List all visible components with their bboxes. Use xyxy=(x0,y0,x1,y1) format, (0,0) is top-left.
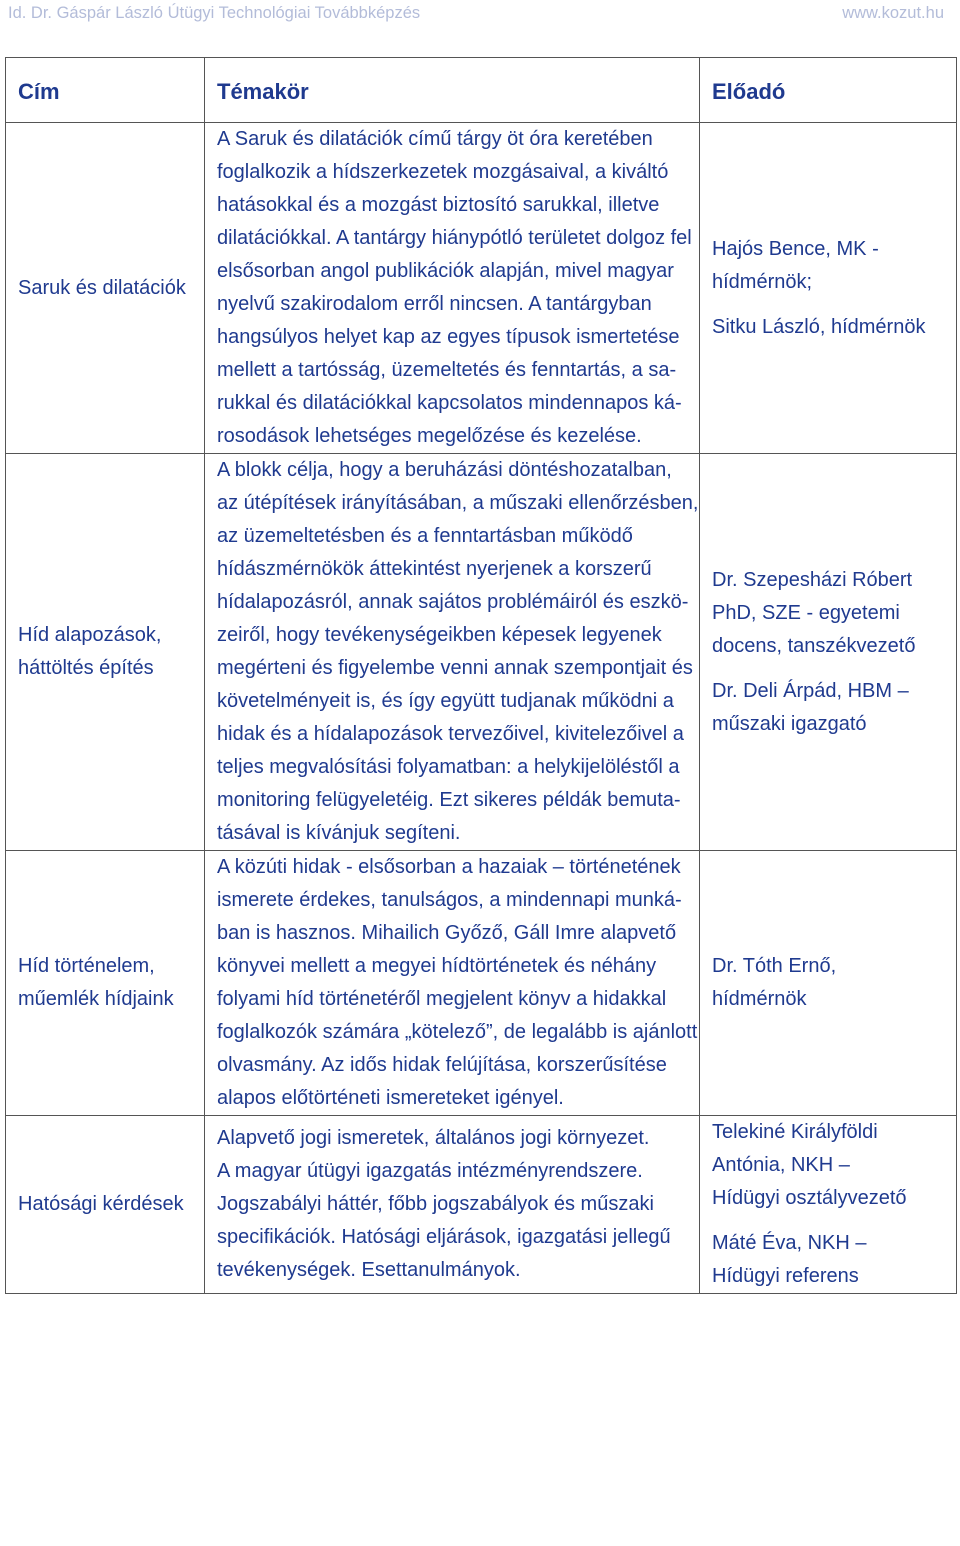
course-speaker-cell xyxy=(700,1116,957,1294)
column-header-speaker: Előadó xyxy=(700,58,957,123)
speaker-entry xyxy=(712,564,946,663)
course-table xyxy=(5,57,957,1294)
column-header-topic: Témakör xyxy=(205,58,700,123)
topic-line: monitoring felügyeletéig. Ezt sikeres példák bemuta- xyxy=(217,789,681,811)
course-title-line: Híd alapozások, xyxy=(18,624,162,646)
speaker-entry xyxy=(712,233,946,299)
topic-line: követelményeit is, és így együtt tudjanak működni a xyxy=(217,690,674,712)
topic-line: hangsúlyos helyet kap az egyes típusok ismertetése xyxy=(217,326,680,348)
course-speaker-cell xyxy=(700,851,957,1116)
speaker-entry xyxy=(712,311,946,344)
speaker-entry xyxy=(712,950,946,1016)
topic-line: az útépítések irányításában, a műszaki ellenőrzésben, xyxy=(217,492,699,514)
topic-line: tásával is kívánjuk segíteni. xyxy=(217,822,461,844)
topic-line: hatásokkal és a mozgást biztosító sarukkal, illetve xyxy=(217,194,660,216)
running-header xyxy=(0,0,960,30)
course-title-cell xyxy=(6,1116,205,1294)
speaker-entry xyxy=(712,675,946,741)
topic-line: olvasmány. Az idős hidak felújítása, korszerűsítése xyxy=(217,1054,667,1076)
course-title-line: műemlék hídjaink xyxy=(18,988,174,1010)
speaker-line: hídmérnök; xyxy=(712,270,813,293)
topic-line: foglalkozik a hídszerkezetek mozgásaival, a kiváltó xyxy=(217,161,669,183)
course-title-line: Híd történelem, xyxy=(18,955,155,977)
speaker-line: PhD, SZE - egyetemi xyxy=(712,601,900,624)
speaker-line: Hajós Bence, MK - xyxy=(712,237,879,260)
topic-line: hídászmérnökök áttekintést nyerjenek a korszerű xyxy=(217,558,652,580)
topic-line: mellett a tartósság, üzemeltetés és fenntartás, a sa- xyxy=(217,359,677,381)
topic-line: hidak és a hídalapozások tervezőivel, kivitelezőivel a xyxy=(217,723,684,745)
topic-line: A közúti hidak - elsősorban a hazaiak – történetének xyxy=(217,856,681,878)
course-topic-cell xyxy=(205,123,700,454)
topic-line: teljes megvalósítási folyamatban: a helykijelöléstől a xyxy=(217,756,680,778)
topic-line: A blokk célja, hogy a beruházási döntéshozatalban, xyxy=(217,459,672,481)
speaker-line: Antónia, NKH – xyxy=(712,1154,850,1176)
course-title-cell xyxy=(6,454,205,851)
speaker-line: Hídügyi referens xyxy=(712,1265,859,1287)
header-website-link[interactable]: www.kozut.hu xyxy=(842,4,944,22)
course-speaker-cell xyxy=(700,123,957,454)
table-header-row xyxy=(6,58,957,123)
topic-line: rukkal és dilatációkkal kapcsolatos mindennapos ká- xyxy=(217,392,682,414)
course-title-cell xyxy=(6,123,205,454)
topic-line: ban is hasznos. Mihailich Győző, Gáll Imre alapvető xyxy=(217,922,677,944)
speaker-line: Dr. Tóth Ernő, xyxy=(712,955,837,977)
topic-line: alapos előtörténeti ismereteket igényel. xyxy=(217,1087,564,1109)
table-row xyxy=(6,851,957,1116)
speaker-entry xyxy=(712,1116,946,1215)
topic-line: rosodások lehetséges megelőzése és kezelése. xyxy=(217,425,642,447)
topic-line: hídalapozásról, annak sajátos problémáiról és eszkö- xyxy=(217,591,689,613)
course-title-line: Saruk és dilatációk xyxy=(18,276,186,299)
topic-line: zeiről, hogy tevékenységeikben képesek legyenek xyxy=(217,624,662,646)
speaker-line: Dr. Szepesházi Róbert xyxy=(712,568,913,591)
topic-line: Jogszabályi háttér, főbb jogszabályok és műszaki xyxy=(217,1193,654,1215)
topic-line: folyami híd történetéről megjelent könyv a hidakkal xyxy=(217,988,667,1010)
topic-line: ismerete érdekes, tanulságos, a mindennapi munká- xyxy=(217,889,682,911)
table-row xyxy=(6,1116,957,1294)
table-row xyxy=(6,123,957,454)
topic-line: elsősorban angol publikációk alapján, mivel magyar xyxy=(217,260,674,282)
topic-line: A magyar útügyi igazgatás intézményrendszere. xyxy=(217,1160,643,1182)
topic-line: A Saruk és dilatációk című tárgy öt óra keretében xyxy=(217,128,653,150)
speaker-line: műszaki igazgató xyxy=(712,712,867,735)
column-header-title: Cím xyxy=(6,58,205,123)
course-topic-cell xyxy=(205,1116,700,1294)
topic-line: foglalkozók számára „kötelező”, de legalább is ajánlott xyxy=(217,1021,698,1043)
topic-line: az üzemeltetésben és a fenntartásban működő xyxy=(217,525,633,547)
topic-line: tevékenységek. Esettanulmányok. xyxy=(217,1259,521,1281)
speaker-line: Dr. Deli Árpád, HBM – xyxy=(712,679,909,702)
speaker-line: Sitku László, hídmérnök xyxy=(712,315,926,338)
topic-line: specifikációk. Hatósági eljárások, igazgatási jellegű xyxy=(217,1226,671,1248)
speaker-line: docens, tanszékvezető xyxy=(712,634,916,657)
course-title-line: Hatósági kérdések xyxy=(18,1193,184,1215)
topic-line: dilatációkkal. A tantárgy hiánypótló területet dolgoz fel xyxy=(217,227,692,249)
speaker-line: Telekiné Királyföldi xyxy=(712,1121,878,1143)
course-title-cell xyxy=(6,851,205,1116)
speaker-line: Hídügyi osztályvezető xyxy=(712,1187,907,1209)
topic-line: megérteni és figyelembe venni annak szempontjait és xyxy=(217,657,693,679)
speaker-line: hídmérnök xyxy=(712,988,807,1010)
speaker-entry xyxy=(712,1227,946,1293)
course-speaker-cell xyxy=(700,454,957,851)
course-title-line: háttöltés építés xyxy=(18,657,154,679)
course-topic-cell xyxy=(205,454,700,851)
table-row xyxy=(6,454,957,851)
topic-line: Alapvető jogi ismeretek, általános jogi környezet. xyxy=(217,1127,650,1149)
topic-line: könyvei mellett a megyei hídtörténetek és néhány xyxy=(217,955,657,977)
speaker-line: Máté Éva, NKH – xyxy=(712,1232,867,1254)
header-title: Id. Dr. Gáspár László Útügyi Technológiai Továbbképzés xyxy=(8,4,421,22)
topic-line: nyelvű szakirodalom erről nincsen. A tantárgyban xyxy=(217,293,652,315)
course-topic-cell xyxy=(205,851,700,1116)
